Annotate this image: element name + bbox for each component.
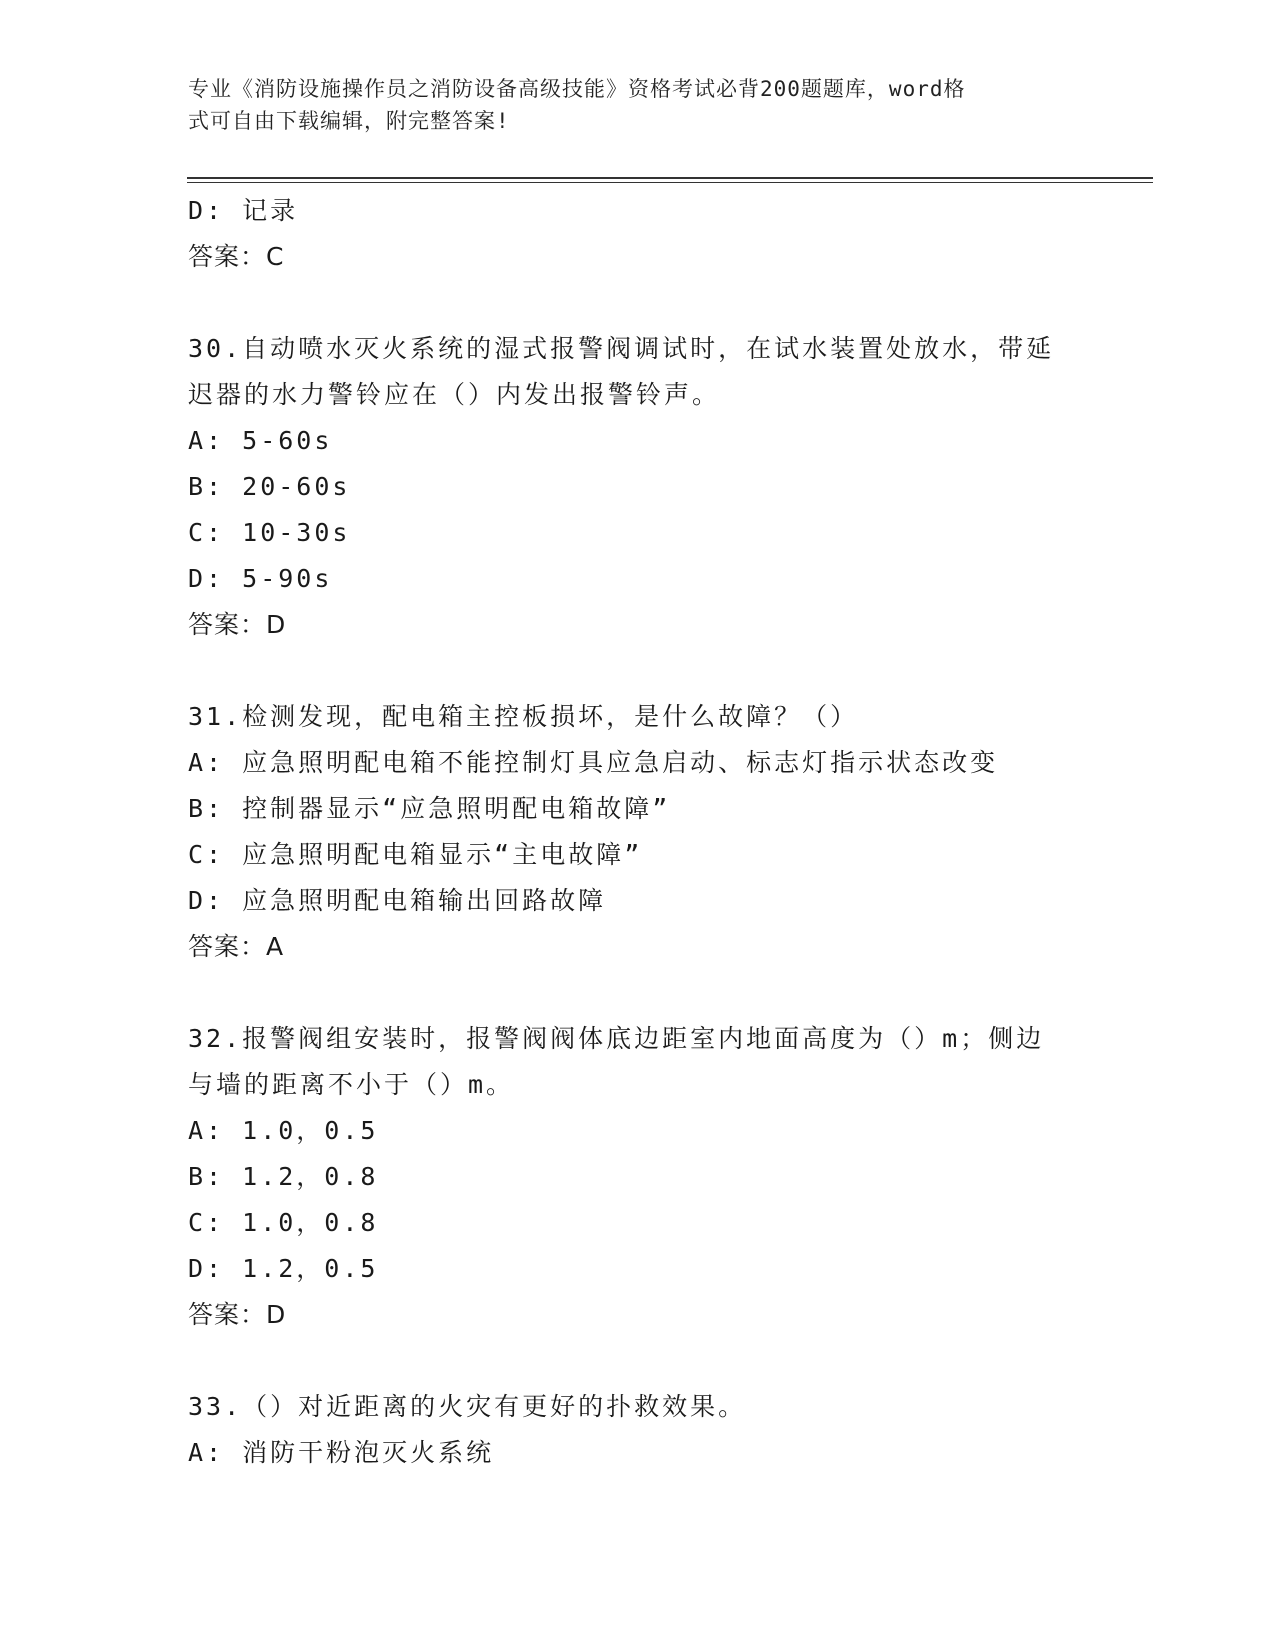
page-header (188, 73, 1068, 137)
q31-option-d: D: 应急照明配电箱输出回路故障 (188, 886, 607, 915)
q31-option-a: A: 应急照明配电箱不能控制灯具应急启动、标志灯指示状态改变 (188, 748, 999, 777)
q30-option-b: B: 20-60s (188, 472, 351, 501)
prev-answer: 答案：C (188, 242, 285, 271)
header-divider-thin (187, 182, 1153, 183)
q32-option-b: B: 1.2，0.8 (188, 1162, 379, 1191)
q30-stem-line-1: 30.自动喷水灭火系统的湿式报警阀调试时，在试水装置处放水，带延 (188, 334, 1055, 363)
q33-option-a: A: 消防干粉泡灭火系统 (188, 1438, 495, 1467)
q32-stem-line-2: 与墙的距离不小于（）m。 (188, 1070, 515, 1099)
q30-option-a: A: 5-60s (188, 426, 333, 455)
prev-option-d: D: 记录 (188, 196, 299, 225)
q30-option-d: D: 5-90s (188, 564, 333, 593)
q32-stem-line-1: 32.报警阀组安装时，报警阀阀体底边距室内地面高度为（）m；侧边 (188, 1024, 1045, 1053)
header-line-2: 式可自由下载编辑，附完整答案! (188, 109, 510, 133)
q31-stem-line-1: 31.检测发现，配电箱主控板损坏，是什么故障？（） (188, 702, 859, 731)
q30-option-c: C: 10-30s (188, 518, 351, 547)
q32-option-a: A: 1.0，0.5 (188, 1116, 379, 1145)
header-divider-thick (187, 177, 1153, 179)
q32-answer: 答案：D (188, 1300, 287, 1329)
document-body (188, 188, 1088, 1476)
spacer (188, 280, 1088, 326)
q32-option-c: C: 1.0，0.8 (188, 1208, 379, 1237)
q31-answer: 答案：A (188, 932, 285, 961)
spacer (188, 970, 1088, 1016)
spacer (188, 648, 1088, 694)
q31-option-c: C: 应急照明配电箱显示“主电故障” (188, 840, 643, 869)
q30-stem-line-2: 迟器的水力警铃应在（）内发出报警铃声。 (188, 380, 721, 409)
header-line-1: 专业《消防设施操作员之消防设备高级技能》资格考试必背200题题库，word格 (188, 77, 966, 101)
q33-stem-line-1: 33.（）对近距离的火灾有更好的扑救效果。 (188, 1392, 747, 1421)
q32-option-d: D: 1.2，0.5 (188, 1254, 379, 1283)
q31-option-b: B: 控制器显示“应急照明配电箱故障” (188, 794, 671, 823)
spacer (188, 1338, 1088, 1384)
q30-answer: 答案：D (188, 610, 287, 639)
